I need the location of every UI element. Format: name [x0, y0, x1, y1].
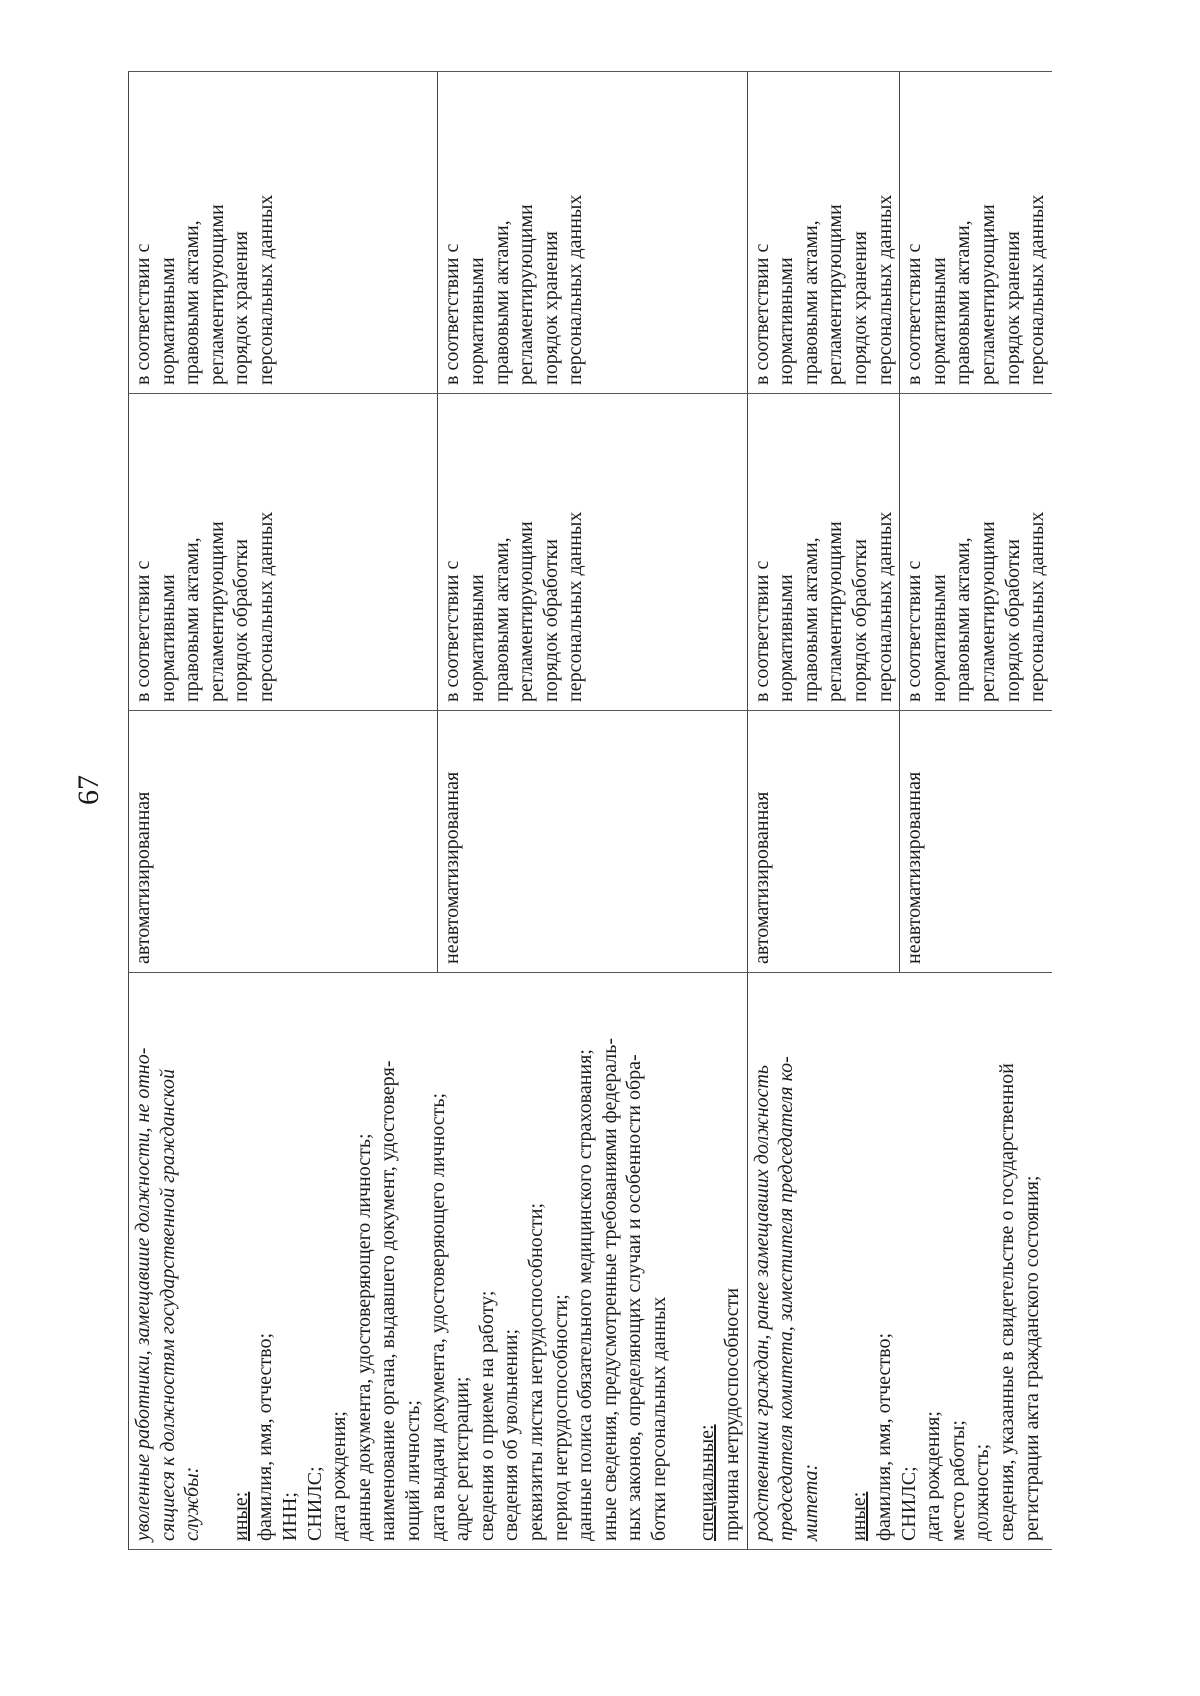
text-line: данные документа, удостоверяющего личность;	[352, 1133, 375, 1541]
processing-term-line: персональных данных	[1026, 511, 1049, 702]
storage-term-line: регламентирующими	[515, 204, 538, 385]
storage-term-line: в соответствии с	[441, 243, 464, 385]
text-line: сящиеся к должностям государственной гражданской	[156, 1068, 179, 1541]
processing-term-cell	[438, 394, 747, 711]
personal-data-table	[128, 71, 1052, 1550]
processing-term-line: правовыми актами,	[952, 537, 975, 702]
blank-line	[823, 981, 847, 1541]
processing-mode-cell	[129, 711, 438, 973]
processing-term-line: порядок обработки	[849, 539, 872, 702]
processing-term-line: порядок обработки	[1001, 539, 1024, 702]
storage-term-line: в соответствии с	[903, 243, 926, 385]
storage-term-line: регламентирующими	[824, 204, 847, 385]
processing-mode: неавтоматизированная	[441, 771, 464, 964]
storage-term-line: в соответствии с	[132, 243, 154, 385]
processing-term-cell	[129, 394, 438, 711]
processing-term-line: в соответствии с	[441, 560, 464, 702]
text-line: должность;	[971, 1443, 994, 1541]
text-line: сведения об увольнении;	[500, 1328, 523, 1541]
processing-mode-cell	[747, 711, 900, 973]
processing-term-line: персональных данных	[564, 511, 587, 702]
text-line: СНИЛС;	[897, 1466, 920, 1541]
storage-term-line: правовыми актами,	[490, 220, 513, 385]
text-line: адрес регистрации;	[451, 1376, 474, 1541]
storage-term-cell	[438, 72, 747, 394]
processing-mode: неавтоматизированная	[903, 771, 926, 964]
processing-term-line: в соответствии с	[750, 560, 773, 702]
processing-term-line: порядок обработки	[230, 539, 253, 702]
processing-term-cell	[900, 394, 1052, 711]
text-line: иные:	[229, 1491, 252, 1541]
text-line: сведения, указанные в свидетельстве о государственной	[996, 1063, 1018, 1541]
text-line: митета:	[799, 1463, 822, 1541]
blank-line	[671, 981, 695, 1541]
storage-term-line: нормативными	[775, 257, 798, 385]
processing-term-line: регламентирующими	[977, 521, 999, 702]
text-line: регистрации акта гражданского состояния;	[1020, 1175, 1043, 1541]
text-line: дата рождения;	[328, 1411, 351, 1541]
processing-term-line: регламентирующими	[515, 521, 538, 702]
storage-term-line: правовыми актами,	[952, 220, 975, 385]
storage-term-line: порядок хранения	[230, 231, 253, 385]
storage-term-line: персональных данных	[564, 194, 587, 385]
text-line: наименование органа, выдавшего документ, удостоверя-	[377, 1060, 400, 1541]
storage-term-line: регламентирующими	[205, 204, 228, 385]
text-line: реквизиты листка нетрудоспособности;	[524, 1202, 547, 1541]
storage-term-line: в соответствии с	[750, 243, 773, 385]
processing-term-line: регламентирующими	[824, 521, 847, 702]
text-line: ющий личность;	[401, 1400, 424, 1541]
text-line: ИНН;	[278, 1492, 301, 1541]
text-line: причина нетрудоспособности	[721, 1287, 744, 1541]
storage-term-line: порядок хранения	[849, 231, 872, 385]
data-category-cell	[129, 973, 748, 1550]
processing-term-line: нормативными	[156, 574, 179, 702]
processing-term-line: нормативными	[465, 574, 488, 702]
rotated-table-container	[128, 140, 1048, 1550]
blank-line	[205, 981, 229, 1541]
table-body	[129, 72, 1052, 1550]
text-line: фамилия, имя, отчество;	[254, 1332, 277, 1541]
text-line: специальные:	[696, 1424, 719, 1541]
storage-term-line: порядок хранения	[1001, 231, 1024, 385]
storage-term-line: регламентирующими	[977, 204, 999, 385]
text-line: уволенные работники, замещавшие должности, не отно-	[132, 1047, 154, 1541]
processing-term-line: порядок обработки	[539, 539, 562, 702]
processing-term-line: персональных данных	[254, 511, 277, 702]
text-line: данные полиса обязательного медицинского страхования;	[574, 1049, 597, 1541]
table-row	[747, 72, 900, 1550]
data-category-cell	[747, 973, 1052, 1550]
storage-term-line: правовыми актами,	[181, 220, 204, 385]
storage-term-line: нормативными	[927, 257, 950, 385]
processing-mode: автоматизированная	[132, 791, 154, 964]
processing-term-line: нормативными	[927, 574, 950, 702]
storage-term-line: порядок хранения	[539, 231, 562, 385]
storage-term-cell	[747, 72, 900, 394]
table-row	[129, 72, 438, 1550]
text-line: СНИЛС;	[303, 1466, 326, 1541]
text-line: дата выдачи документа, удостоверяющего личность;	[426, 1092, 449, 1541]
processing-term-line: правовыми актами,	[490, 537, 513, 702]
text-line: службы:	[181, 1466, 204, 1541]
page-number: 67	[72, 775, 105, 805]
text-line: период нетрудоспособности;	[549, 1294, 572, 1541]
processing-term-cell	[747, 394, 900, 711]
processing-term-line: персональных данных	[873, 511, 896, 702]
storage-term-cell	[900, 72, 1052, 394]
text-line: фамилия, имя, отчество;	[873, 1332, 896, 1541]
processing-term-line: в соответствии с	[132, 560, 154, 702]
processing-term-line: нормативными	[775, 574, 798, 702]
processing-term-line: регламентирующими	[205, 521, 228, 702]
processing-mode-cell	[900, 711, 1052, 973]
storage-term-cell	[129, 72, 438, 394]
storage-term-line: нормативными	[465, 257, 488, 385]
text-line: ных законов, определяющих случаи и особенности обра-	[623, 1054, 646, 1541]
processing-mode-cell	[438, 711, 747, 973]
processing-term-line: правовыми актами,	[181, 537, 204, 702]
processing-term-line: правовыми актами,	[799, 537, 822, 702]
storage-term-line: персональных данных	[254, 194, 277, 385]
storage-term-line: персональных данных	[1026, 194, 1049, 385]
processing-term-line: в соответствии с	[903, 560, 926, 702]
text-line: иные сведения, предусмотренные требованиями федераль-	[598, 1037, 621, 1541]
processing-mode: автоматизированная	[750, 791, 773, 964]
text-line: сведения о приеме на работу;	[475, 1290, 498, 1541]
storage-term-line: персональных данных	[873, 194, 896, 385]
storage-term-line: нормативными	[156, 257, 179, 385]
storage-term-line: правовыми актами,	[799, 220, 822, 385]
text-line: дата рождения;	[922, 1411, 945, 1541]
text-line: председателя комитета, заместителя председателя ко-	[775, 1056, 798, 1541]
text-line: место работы;	[946, 1420, 969, 1541]
text-line: иные:	[848, 1491, 871, 1541]
text-line: родственники граждан, ранее замещавших должность	[750, 1064, 773, 1541]
text-line: ботки персональных данных	[647, 1296, 670, 1541]
